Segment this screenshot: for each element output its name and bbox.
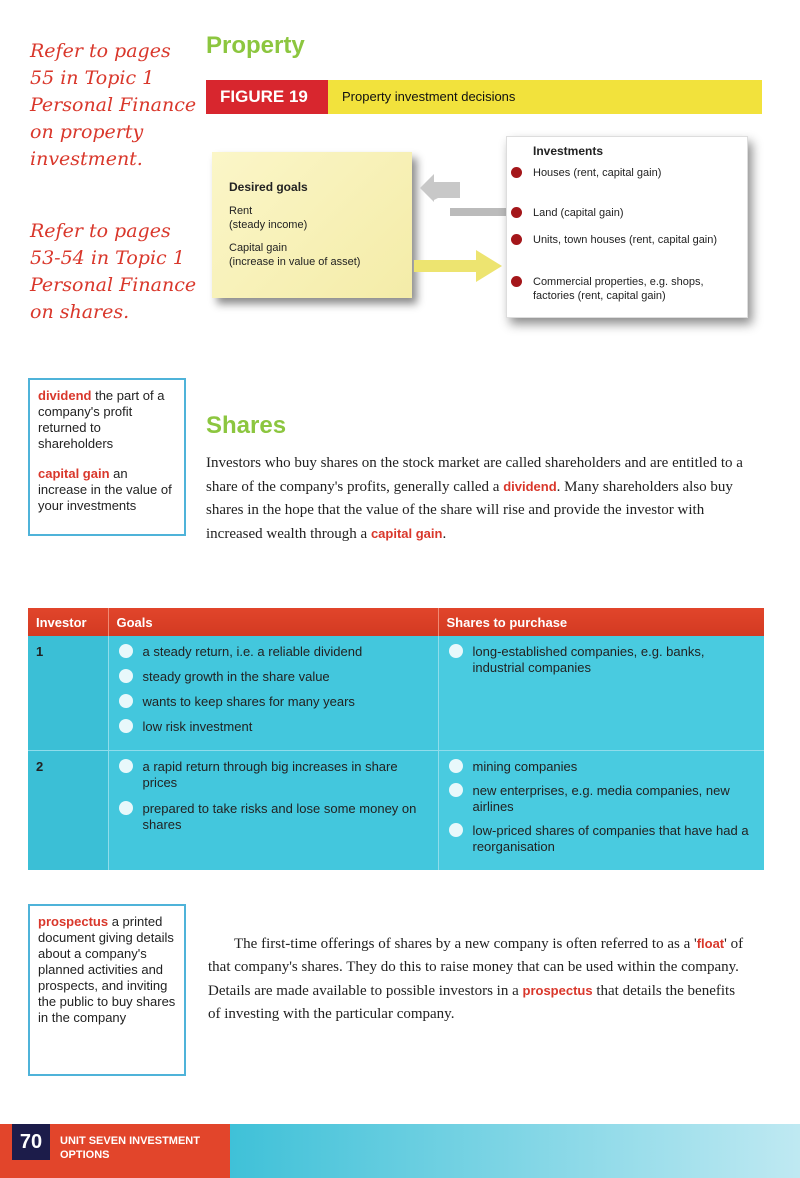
note-line: Refer to pages	[30, 40, 171, 62]
bullet-icon	[511, 207, 522, 218]
glossary-term: prospectus	[38, 914, 109, 929]
table-header-row	[28, 608, 764, 636]
arrow-to-goals-icon	[420, 174, 460, 202]
list-item	[117, 719, 430, 735]
bullet-icon	[449, 644, 463, 658]
glossary-definition: an increase in the value of your investments	[38, 466, 172, 513]
goal-capital-gain	[229, 241, 360, 269]
investment-item	[511, 206, 741, 220]
list-item	[117, 669, 430, 685]
paragraph-text: Investors who buy shares on the stock market are called shareholders and are entitled to a share of the company's profits, generally called a	[206, 455, 743, 495]
investment-text: Houses (rent, capital gain)	[533, 167, 662, 179]
list-item	[447, 759, 757, 775]
bullet-icon	[449, 759, 463, 773]
bullet-icon	[119, 644, 133, 658]
glossary-box-prospectus	[28, 904, 186, 1076]
list-item-text: low risk investment	[142, 719, 253, 734]
float-paragraph	[208, 932, 748, 1026]
figure-label: FIGURE 19	[206, 80, 334, 114]
glossary-box-dividend	[28, 378, 186, 536]
glossary-definition: a printed document giving details about a company's planned activities and prospects, and inviting the public to buy shares in the company	[38, 914, 176, 1025]
list-item-text: new enterprises, e.g. media companies, new airlines	[472, 783, 730, 814]
glossary-definition: the part of a company's profit returned to shareholders	[38, 388, 165, 451]
goals-title: Desired goals	[229, 180, 308, 194]
header-shares: Shares to purchase	[438, 608, 764, 636]
page-number: 70	[12, 1124, 50, 1160]
paragraph-text: The first-time offerings of shares by a new company is often referred to as a '	[234, 936, 697, 952]
goal-line: (increase in value of asset)	[229, 256, 361, 268]
glossary-term: dividend	[38, 388, 92, 403]
header-investor: Investor	[28, 608, 108, 636]
arrow-shaft	[414, 260, 478, 272]
glossary-entry-dividend	[38, 388, 176, 452]
investment-item	[511, 275, 745, 303]
goal-line: (steady income)	[229, 219, 308, 231]
bullet-icon	[449, 783, 463, 797]
bullet-icon	[119, 759, 133, 773]
paragraph-text: ' of that company's shares. They do this to raise money that can be used within the company. Details are made available to possible investors in a	[208, 936, 744, 999]
highlight-capital-gain: capital gain	[370, 526, 443, 541]
unit-title	[60, 1134, 228, 1162]
bullet-icon	[511, 234, 522, 245]
unit-title-line: UNIT SEVEN INVESTMENT	[60, 1135, 200, 1147]
paragraph-text: .	[442, 526, 447, 542]
list-item-text: mining companies	[472, 759, 578, 774]
investment-item	[511, 166, 741, 180]
investor-number: 2	[28, 751, 108, 871]
list-item	[117, 694, 430, 710]
list-item	[447, 823, 757, 855]
investment-text: Units, town houses (rent, capital gain)	[533, 234, 718, 246]
shares-heading: Shares	[206, 412, 287, 439]
bullet-icon	[511, 167, 522, 178]
highlight-dividend: dividend	[503, 479, 557, 494]
list-item-text: steady growth in the share value	[142, 669, 330, 684]
shares-paragraph	[206, 452, 762, 546]
bullet-icon	[511, 276, 522, 287]
paragraph-text: . Many shareholders also buy shares in the hope that the value of the share will rise and provide the investor with increased wealth through a	[206, 479, 733, 542]
investor-table-wrapper	[28, 608, 764, 870]
glossary-entry-capital-gain	[38, 466, 176, 514]
goals-cell	[108, 751, 438, 871]
note-line: on shares.	[30, 301, 130, 323]
shares-cell	[438, 751, 764, 871]
figure-arrows	[410, 170, 510, 290]
table-row	[28, 751, 764, 871]
bullet-icon	[119, 669, 133, 683]
arrow-right-icon	[476, 250, 502, 282]
figure-caption: Property investment decisions	[328, 80, 762, 114]
goal-line: Capital gain	[229, 242, 288, 254]
investment-text: Land (capital gain)	[533, 207, 624, 219]
note-line: Personal Finance	[30, 94, 197, 116]
note-line: 55 in Topic 1	[30, 67, 155, 89]
goals-cell	[108, 636, 438, 751]
goal-rent	[229, 204, 307, 232]
list-item	[117, 801, 430, 833]
note-line: Personal Finance	[30, 274, 197, 296]
desired-goals-box	[212, 152, 412, 298]
list-item-text: long-established companies, e.g. banks, industrial companies	[472, 644, 705, 675]
list-item-text: low-priced shares of companies that have had a reorganisation	[472, 823, 749, 854]
note-line: Refer to pages	[30, 220, 171, 242]
bullet-icon	[449, 823, 463, 837]
list-item	[117, 759, 430, 791]
paragraph-text: that details the benefits of investing with the particular company.	[208, 983, 736, 1022]
arrow-shaft	[450, 208, 510, 216]
property-heading: Property	[206, 32, 305, 59]
bullet-icon	[119, 801, 133, 815]
list-item-text: wants to keep shares for many years	[142, 694, 355, 709]
list-item-text: a rapid return through big increases in share prices	[142, 759, 398, 790]
investor-table	[28, 608, 764, 870]
list-item-text: a steady return, i.e. a reliable dividend	[142, 644, 363, 659]
note-line: on property	[30, 121, 144, 143]
investments-title: Investments	[533, 144, 604, 158]
unit-title-line: OPTIONS	[60, 1149, 110, 1161]
margin-note-property	[30, 38, 200, 173]
bullet-icon	[119, 719, 133, 733]
header-goals: Goals	[108, 608, 438, 636]
list-item-text: prepared to take risks and lose some money on shares	[142, 801, 417, 832]
list-item	[117, 644, 430, 660]
investments-box	[506, 136, 748, 318]
highlight-prospectus: prospectus	[522, 983, 593, 998]
footer-decor-band	[230, 1124, 800, 1178]
note-line: investment.	[30, 148, 143, 170]
investment-item	[511, 233, 723, 247]
glossary-term: capital gain	[38, 466, 110, 481]
note-line: 53-54 in Topic 1	[30, 247, 185, 269]
investor-number: 1	[28, 636, 108, 751]
highlight-float: float	[696, 936, 725, 951]
margin-note-shares	[30, 218, 200, 326]
table-row	[28, 636, 764, 751]
goal-line: Rent	[229, 205, 253, 217]
shares-cell	[438, 636, 764, 751]
list-item	[447, 783, 757, 815]
bullet-icon	[119, 694, 133, 708]
investment-text: Commercial properties, e.g. shops, factories (rent, capital gain)	[533, 276, 704, 302]
list-item	[447, 644, 757, 676]
